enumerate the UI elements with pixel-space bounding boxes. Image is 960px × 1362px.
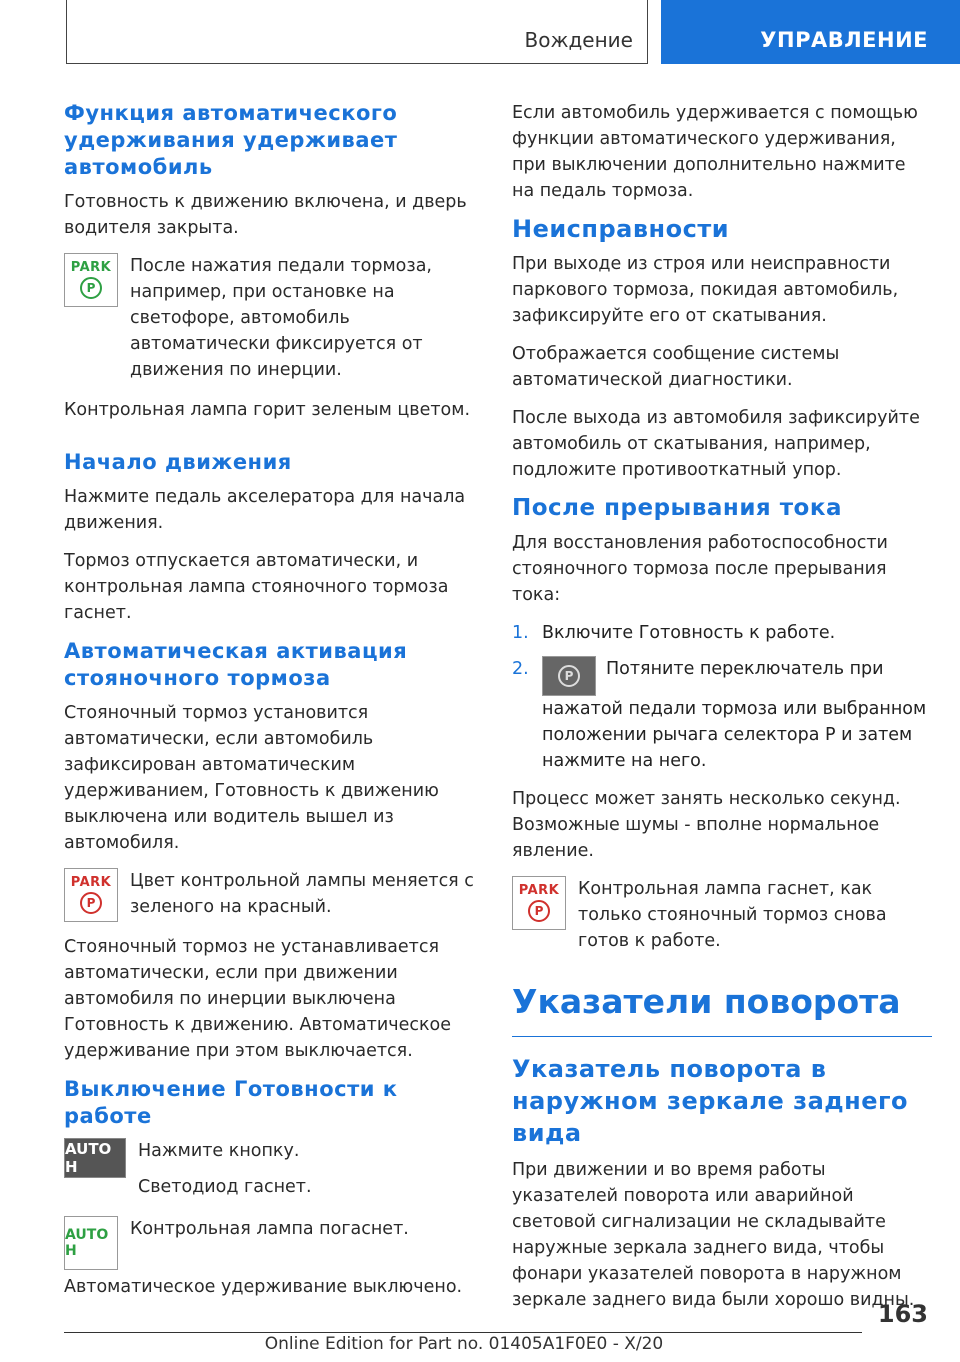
park-red-icon: PARK P <box>64 868 118 922</box>
park-red-icon: PARK P <box>512 876 566 930</box>
heading-after-power-loss: После прерывания тока <box>512 495 842 521</box>
paragraph: Автоматическое удерживание выключено. <box>64 1277 463 1297</box>
park-red-note <box>512 876 932 964</box>
auto-h-button-icon[interactable]: AUTO H <box>64 1138 126 1178</box>
note-text: Контрольная лампа погаснет. <box>130 1219 409 1239</box>
paragraph: Тормоз отпускается автоматически, и контрольная лампа стояночного тормоза гаснет. <box>64 551 449 623</box>
footer-edition: Online Edition for Part no. 01405A1F0E0 - X/20 <box>264 1334 664 1354</box>
paragraph: После выхода из автомобиля зафиксируйте автомобиль от скатывания, например, подложите противооткатный упор. <box>512 408 920 480</box>
parking-brake-switch-icon: P <box>542 656 596 696</box>
heading-switch-off: Выключение Готовности к работе <box>64 1077 398 1128</box>
note-text: Нажмите кнопку. <box>138 1141 300 1161</box>
heading-start-driving: Начало движения <box>64 450 292 474</box>
autoh-lamp-note <box>64 1216 482 1270</box>
paragraph: Нажмите педаль акселератора для начала движения. <box>64 487 466 533</box>
park-green-note <box>64 253 482 393</box>
paragraph: При выходе из строя или неисправности паркового тормоза, покидая автомобиль, зафиксируйте его от скатывания. <box>512 254 899 326</box>
right-column <box>512 100 932 1325</box>
heading-malfunctions: Неисправности <box>512 215 730 243</box>
footer-divider <box>64 1332 862 1333</box>
section-tab[interactable]: УПРАВЛЕНИЕ <box>661 0 960 64</box>
park-red-note <box>64 868 482 930</box>
note-text: После нажатия педали тормоза, например, при остановке на светофоре, автомобиль автоматически фиксируется от движения по инерции. <box>130 256 432 380</box>
heading-mirror-turn-signal: Указатель поворота в наружном зеркале заднего вида <box>512 1055 909 1147</box>
paragraph: Процесс может занять несколько секунд. Возможные шумы - вполне нормальное явление. <box>512 789 901 861</box>
header-box <box>66 0 648 64</box>
list-item: 2. P Потяните переключатель при нажатой педали тормоза или выбранном положении рычага селектора P и затем нажмите на него. <box>512 656 932 774</box>
paragraph: Для восстановления работоспособности стояночного тормоза после прерывания тока: <box>512 533 888 605</box>
page-number: 163 <box>877 1300 928 1328</box>
paragraph: При движении и во время работы указателей поворота или аварийной световой сигнализации не складывайте наружные зеркала заднего вида, чтобы фонари указателей поворота в наружном зеркале заднего вида были хорошо видны. <box>512 1160 915 1310</box>
note-text: Контрольная лампа гаснет, как только стояночный тормоз снова готов к работе. <box>578 879 887 951</box>
paragraph: Стояночный тормоз не устанавливается автоматически, если при движении автомобиля по инерции выключена Готовность к движению. Автоматическое удерживание при этом выключается. <box>64 937 452 1061</box>
paragraph: Отображается сообщение системы автоматической диагностики. <box>512 344 840 390</box>
park-green-icon: PARK P <box>64 253 118 307</box>
heading-auto-hold-holds: Функция автоматического удерживания удерживает автомобиль <box>64 101 398 179</box>
list-item: 1. Включите Готовность к работе. <box>512 623 836 643</box>
autoh-button-note <box>64 1138 482 1210</box>
heading-turn-signals: Указатели поворота <box>512 982 932 1037</box>
paragraph: Готовность к движению включена, и дверь водителя закрыта. <box>64 192 467 238</box>
steps-list <box>512 620 932 774</box>
note-text: Цвет контрольной лампы меняется с зеленого на красный. <box>130 871 474 917</box>
heading-auto-activation: Автоматическая активация стояночного тормоза <box>64 639 408 690</box>
chapter-title: Вождение <box>524 28 633 52</box>
auto-h-indicator-icon: AUTO H <box>64 1216 118 1270</box>
paragraph: Стояночный тормоз установится автоматически, если автомобиль зафиксирован автоматическим удерживанием, Готовность к движению выключена или водитель вышел из автомобиля. <box>64 703 439 853</box>
paragraph: Если автомобиль удерживается с помощью функции автоматического удерживания, при выключении дополнительно нажмите на педаль тормоза. <box>512 103 918 201</box>
paragraph: Контрольная лампа горит зеленым цветом. <box>64 400 471 420</box>
note-text: Светодиод гаснет. <box>138 1177 312 1197</box>
left-column <box>64 100 482 1312</box>
